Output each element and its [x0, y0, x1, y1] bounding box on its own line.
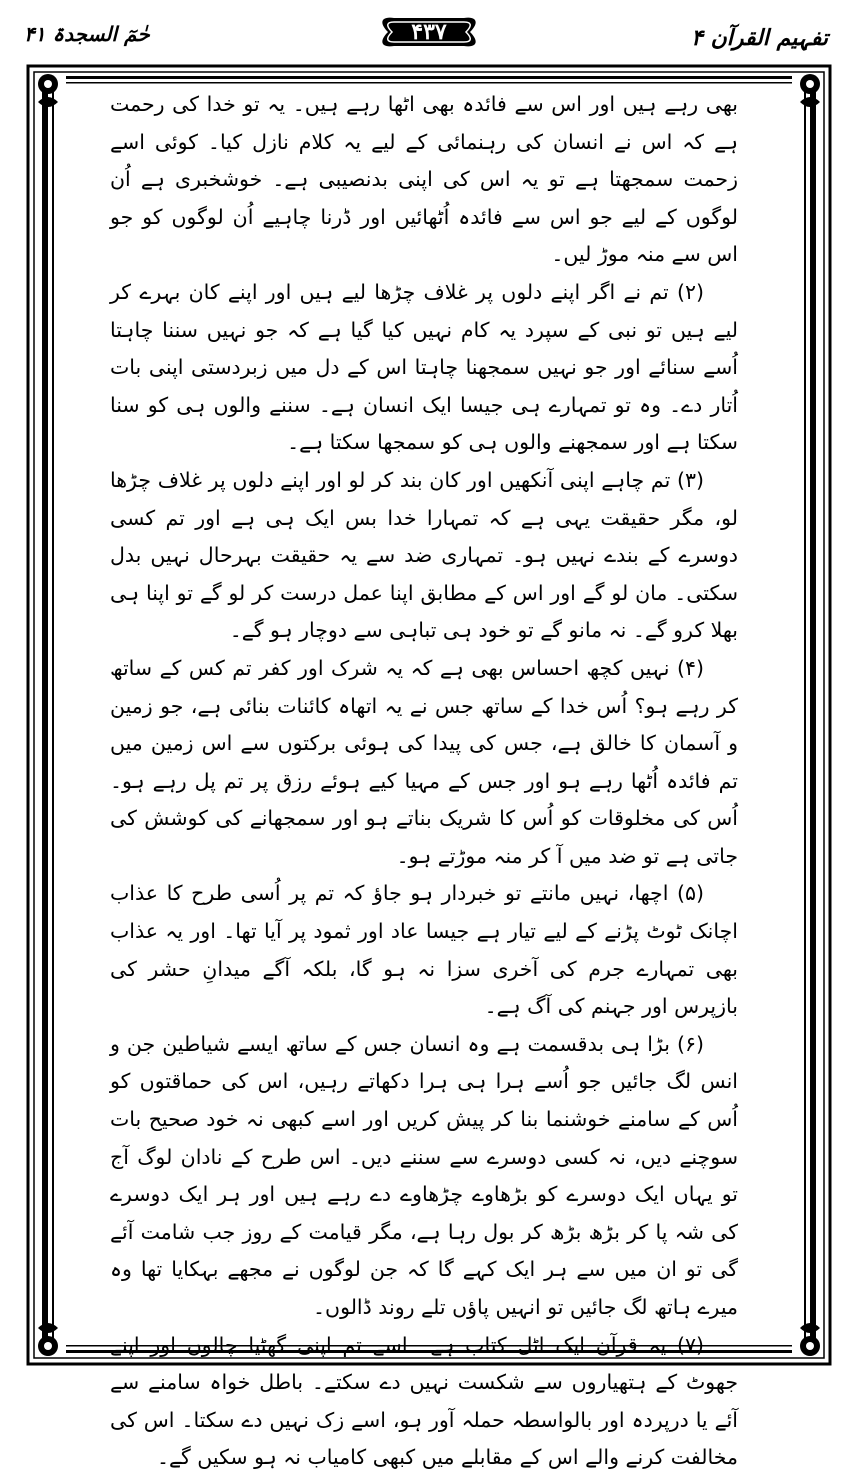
page-number: ۴۳۷ — [411, 19, 447, 45]
surah-reference: حٰمٓ السجدۃ ۴۱ — [24, 22, 150, 46]
paragraph: (۶) بڑا ہی بدقسمت ہے وہ انسان جس کے ساتھ ایسے شیاطین جن و انس لگ جائیں جو اُسے ہرا ہی ہرا دکھاتے رہیں، اس کی حماقتوں کو اُس کے سامنے خوشنما بنا کر پیش کریں اور اسے کبھی نہ خود صحیح بات سوچنے دیں، نہ کسی دوسرے سے سننے دیں۔ اس طرح کے نادان لوگ آج تو یہاں ایک دوسرے کو بڑھاوے چڑھاوے دے رہے ہیں اور ہر ایک دوسرے کی شہ پا کر بڑھ بڑھ کر بول رہا ہے، مگر قیامت کے روز جب شامت آئے گی تو ان میں سے ہر ایک کہے گا کہ جن لوگوں نے مجھے بہکایا تھا وہ میرے ہاتھ لگ جائیں تو انہیں پاؤں تلے روند ڈالوں۔ — [110, 1031, 738, 1319]
book-title: تفہیم القرآن ۴ — [691, 26, 828, 51]
paragraph: (۷) یہ قرآن ایک اٹل کتاب ہے۔ اسے تم اپنی گھٹیا چالوں اور اپنے جھوٹ کے ہتھیاروں سے شکست نہیں دے سکتے۔ باطل خواہ سامنے سے آئے یا درپردہ اور بالواسطہ حملہ آور ہو، اسے زک نہیں دے سکتا۔ اس کی مخالفت کرنے والے اس کے مقابلے میں کبھی کامیاب نہ ہو سکیں گے۔ — [110, 1332, 738, 1470]
paragraph: (۳) تم چاہے اپنی آنکھیں اور کان بند کر لو اور اپنے دلوں پر غلاف چڑھا لو، مگر حقیقت یہی ہے کہ تمہارا خدا بس ایک ہی ہے اور تم کسی دوسرے کے بندے نہیں ہو۔ تمہاری ضد سے یہ حقیقت بہرحال نہیں بدل سکتی۔ مان لو گے اور اس کے مطابق اپنا عمل درست کر لو گے تو اپنا ہی بھلا کرو گے۔ نہ مانو گے تو خود ہی تباہی سے دوچار ہو گے۔ — [110, 467, 738, 643]
commentary-text — [110, 86, 738, 1470]
page-number-badge — [374, 12, 484, 52]
paragraph: (۴) نہیں کچھ احساس بھی ہے کہ یہ شرک اور کفر تم کس کے ساتھ کر رہے ہو؟ اُس خدا کے ساتھ جس نے یہ اتھاہ کائنات بنائی ہے، جو زمین و آسمان کا خالق ہے، جس کی پیدا کی ہوئی برکتوں سے اس زمین میں تم فائدہ اُٹھا رہے ہو اور جس کے مہیا کیے ہوئے رزق پر تم پل رہے ہو۔ اُس کی مخلوقات کو اُس کا شریک بناتے ہو اور سمجھانے کی کوشش کی جاتی ہے تو ضد میں آ کر منہ موڑتے ہو۔ — [110, 655, 738, 868]
paragraph: (۵) اچھا، نہیں مانتے تو خبردار ہو جاؤ کہ تم پر اُسی طرح کا عذاب اچانک ٹوٹ پڑنے کے لیے تیار ہے جیسا عاد اور ثمود پر آیا تھا۔ اور یہ عذاب بھی تمہارے جرم کی آخری سزا نہ ہو گا، بلکہ آگے میدانِ حشر کی بازپرس اور جہنم کی آگ ہے۔ — [110, 881, 738, 1019]
paragraph: بھی رہے ہیں اور اس سے فائدہ بھی اٹھا رہے ہیں۔ یہ تو خدا کی رحمت ہے کہ اس نے انسان کی رہنمائی کے لیے یہ کلام نازل کیا۔ کوئی اسے زحمت سمجھتا ہے تو یہ اس کی اپنی بدنصیبی ہے۔ خوشخبری ہے اُن لوگوں کے لیے جو اس سے فائدہ اُٹھائیں اور ڈرنا چاہیے اُن لوگوں کو جو اس سے منہ موڑ لیں۔ — [110, 92, 738, 267]
paragraph: (۲) تم نے اگر اپنے دلوں پر غلاف چڑھا لیے ہیں اور اپنے کان بہرے کر لیے ہیں تو نبی کے سپرد یہ کام نہیں کیا گیا ہے کہ جو نہیں سننا چاہتا اُسے سنائے اور جو نہیں سمجھنا چاہتا اس کے دل میں زبردستی اپنی بات اُتار دے۔ وہ تو تمہارے ہی جیسا ایک انسان ہے۔ سننے والوں ہی کو سنا سکتا ہے اور سمجھنے والوں ہی کو سمجھا سکتا ہے۔ — [110, 279, 738, 455]
